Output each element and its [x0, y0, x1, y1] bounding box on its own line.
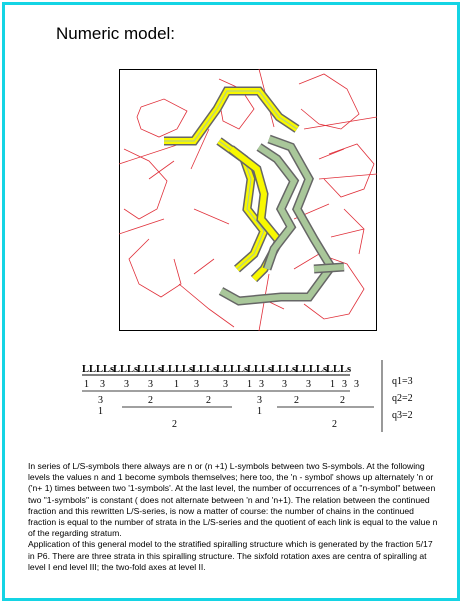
ls-level1-value: 3: [148, 379, 153, 390]
ls-level1-value: 1: [84, 379, 89, 390]
level2-row: [98, 395, 345, 417]
ls-level3-value: 2: [172, 419, 177, 430]
ls-group: LLLLs: [216, 364, 249, 375]
ls-level2-value: 2: [294, 395, 299, 406]
ls-group: LLLs: [326, 364, 352, 375]
ls-level1-value: 1: [174, 379, 179, 390]
quotient-label: q2=2: [392, 393, 413, 404]
paragraph: Application of this general model to the stratified spiralling structure which is generated by the fraction 5/17 in P6. There are three strata in this spiralling structure. The sixfold rotation axes are centra of spiralling at level I end level III; the two-fold axes at level II.: [28, 539, 433, 572]
ls-level2-value: 3: [257, 395, 262, 406]
page-title: Numeric model:: [56, 24, 176, 43]
ls-level1-value: 1: [247, 379, 252, 390]
ls-level2-value: 3: [98, 395, 103, 406]
level3-row: [172, 419, 337, 430]
ls-level1-value: 3: [100, 379, 105, 390]
ls-level1-value: 3: [342, 379, 347, 390]
ls-level2-value: 1: [98, 406, 103, 417]
ls-level1-value: 3: [223, 379, 228, 390]
spiral-figure: [119, 69, 377, 331]
level1-row: [84, 379, 359, 390]
quotient-label: q3=2: [392, 410, 413, 421]
ls-series-scheme: [82, 360, 422, 440]
ls-level1-value: 1: [330, 379, 335, 390]
ls-group: LLLLs: [161, 364, 194, 375]
paragraph: In series of L/S-symbols there always are n or (n +1) L-symbols between two S-symbols. At the following levels the values n and 1 become symbols themselves; here too, the 'n - symbol' shows up alternately 'n or ('n+ 1) times between two '1-symbols'. At the last level, the number of occurrences of a "n-symbol" between two "1-symbols" is constant ( does not alternate between 'n and 'n+1). The relation between the continued fraction and this rewritten L/S-series, is now a matter of course: the number of chains in the continued fraction is equal to the number of strata in the L/S-series and the quotient of each link is equal to the value n of the regarding stratum.: [28, 461, 438, 539]
quotient-label: q1=3: [392, 376, 413, 387]
explanation-text: [28, 461, 438, 573]
ls-level1-value: 3: [306, 379, 311, 390]
ls-level1-value: 3: [194, 379, 199, 390]
ls-group: LLLs: [113, 364, 139, 375]
ls-group: LLLs: [192, 364, 218, 375]
ls-level1-value: 3: [259, 379, 264, 390]
ls-level1-value: 3: [354, 379, 359, 390]
ls-group: LLLs: [247, 364, 273, 375]
ls-symbol-row: [82, 364, 351, 375]
ls-group: LLLLs: [82, 364, 115, 375]
ls-level2-value: 2: [340, 395, 345, 406]
quotients: [392, 376, 413, 421]
ls-group: LLLLs: [295, 364, 328, 375]
ls-level2-value: 1: [257, 406, 262, 417]
ls-level1-value: 3: [282, 379, 287, 390]
ls-group: LLLs: [137, 364, 163, 375]
ls-level2-value: 2: [206, 395, 211, 406]
ls-group: LLLs: [271, 364, 297, 375]
ls-level3-value: 2: [332, 419, 337, 430]
ls-level2-value: 2: [148, 395, 153, 406]
ls-level1-value: 3: [124, 379, 129, 390]
